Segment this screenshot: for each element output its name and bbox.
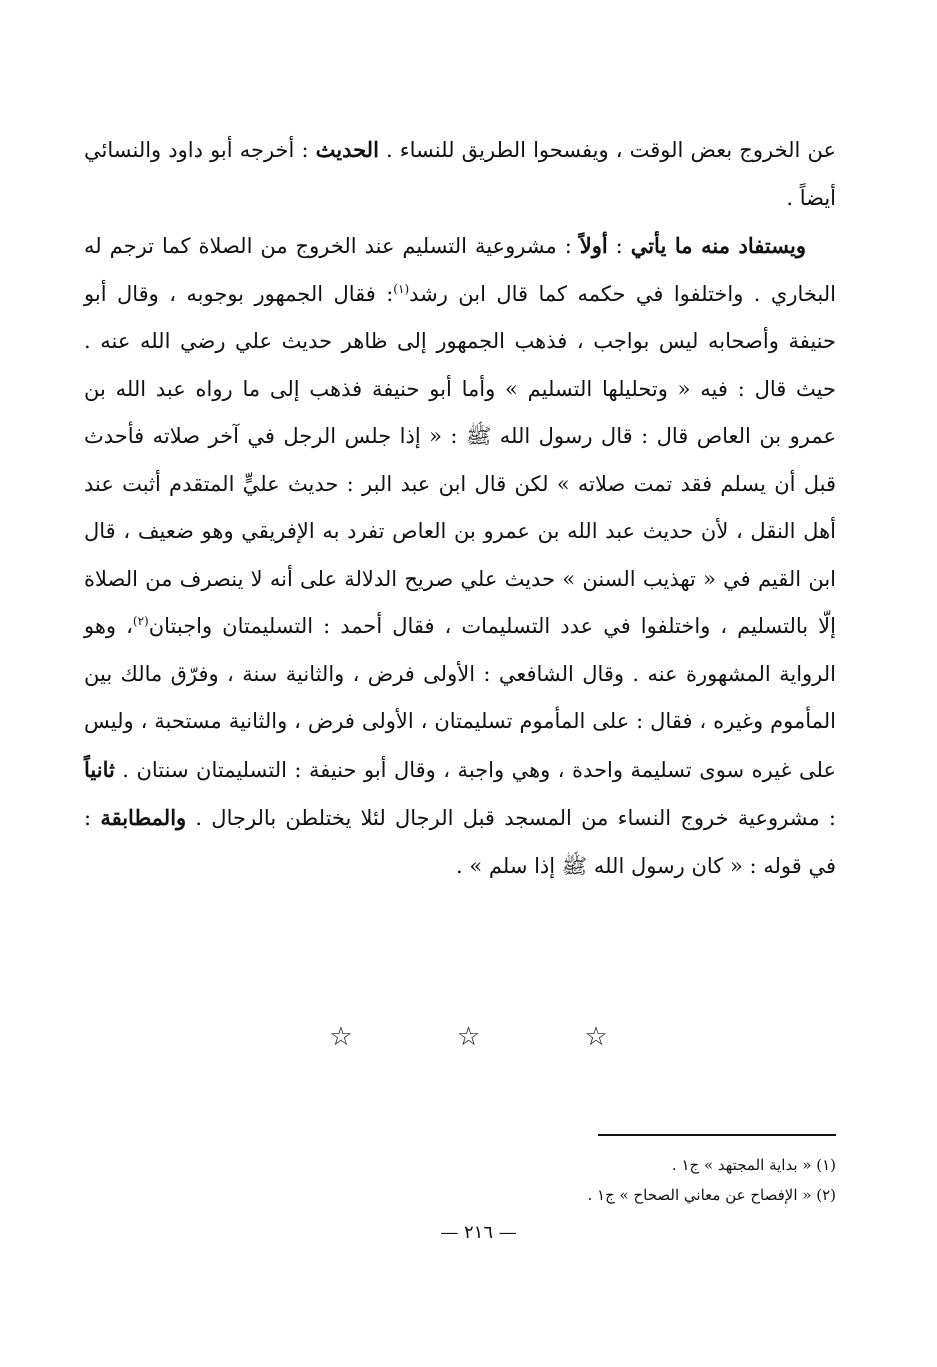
bold-term-first: أولاً [579, 233, 608, 258]
footnote-2: (٢) « الإفصاح عن معاني الصحاح » ج١ . [587, 1186, 836, 1204]
footnote-divider [598, 1134, 836, 1136]
footnote-ref-1[interactable]: (١) [393, 281, 410, 296]
bold-term-second: ثانياً [84, 756, 115, 782]
bold-term-correspondence: والمطابقة [100, 805, 187, 830]
text-run: : مشروعية خروج النساء من المسجد قبل الرجال لئلا يختلطن بالرجال . [186, 806, 836, 830]
bold-term-hadith: الحديث [315, 137, 379, 162]
main-text [84, 126, 836, 890]
paragraph-2 [84, 222, 836, 890]
bold-heading-benefits: ويستفاد منه ما يأتي [630, 233, 806, 258]
text-run: ، وهو الرواية المشهورة عنه . وقال الشافعي : الأولى فرض ، والثانية سنة ، وفرّق مالك بين المأموم وغيره ، فقال : على المأموم تسليمتان ، الأولى فرض ، والثانية مستحبة ، وليس على غيره سوى تسليمة واحدة ، وهي واجبة ، وقال أبو حنيفة : التسليمتان سنتان . [84, 614, 836, 782]
text-run: : مشروعية التسليم عند الخروج من الصلاة كما ترجم له البخاري . واختلفوا في حكمه كما قال ابن رشد [84, 234, 836, 306]
text-run: : في قوله : « كان رسول الله ﷺ إذا سلم » . [84, 806, 836, 878]
text-run: : [607, 234, 631, 258]
footnote-1: (١) « بداية المجتهد » ج١ . [671, 1156, 836, 1174]
footnote-ref-2[interactable]: (٢) [132, 614, 149, 628]
page-number: — ٢١٦ — [440, 1222, 517, 1243]
text-run: : فقال الجمهور بوجوبه ، وقال أبو حنيفة وأصحابه ليس بواجب ، فذهب الجمهور إلى ظاهر حديث علي رضي الله عنه . حيث قال : فيه « وتحليلها التسليم » وأما أبو حنيفة فذهب إلى ما رواه عبد الله بن عمرو بن العاص قال : قال رسول الله ﷺ : « إذا جلس الرجل في آخر صلاته فأحدث قبل أن يسلم فقد تمت صلاته » لكن قال ابن عبد البر : حديث عليٍّ المتقدم أثبت عند أهل النقل ، لأن حديث عبد الله بن عمرو بن العاص تفرد به الإفريقي وهو ضعيف ، قال ابن القيم في « تهذيب السنن » حديث علي صريح الدلالة على أنه لا ينصرف من الصلاة إلّا بالتسليم ، واختلفوا في عدد التسليمات ، فقال أحمد : التسليمتان واجبتان [84, 281, 836, 638]
text-run: عن الخروج بعض الوقت ، ويفسحوا الطريق للنساء . [378, 138, 836, 162]
footnotes [440, 1150, 836, 1210]
section-separator-stars: ☆ ☆ ☆ [329, 1022, 656, 1052]
text-run: : أخرجه أبو داود والنسائي أيضاً . [84, 138, 836, 210]
paragraph-1 [84, 126, 836, 222]
